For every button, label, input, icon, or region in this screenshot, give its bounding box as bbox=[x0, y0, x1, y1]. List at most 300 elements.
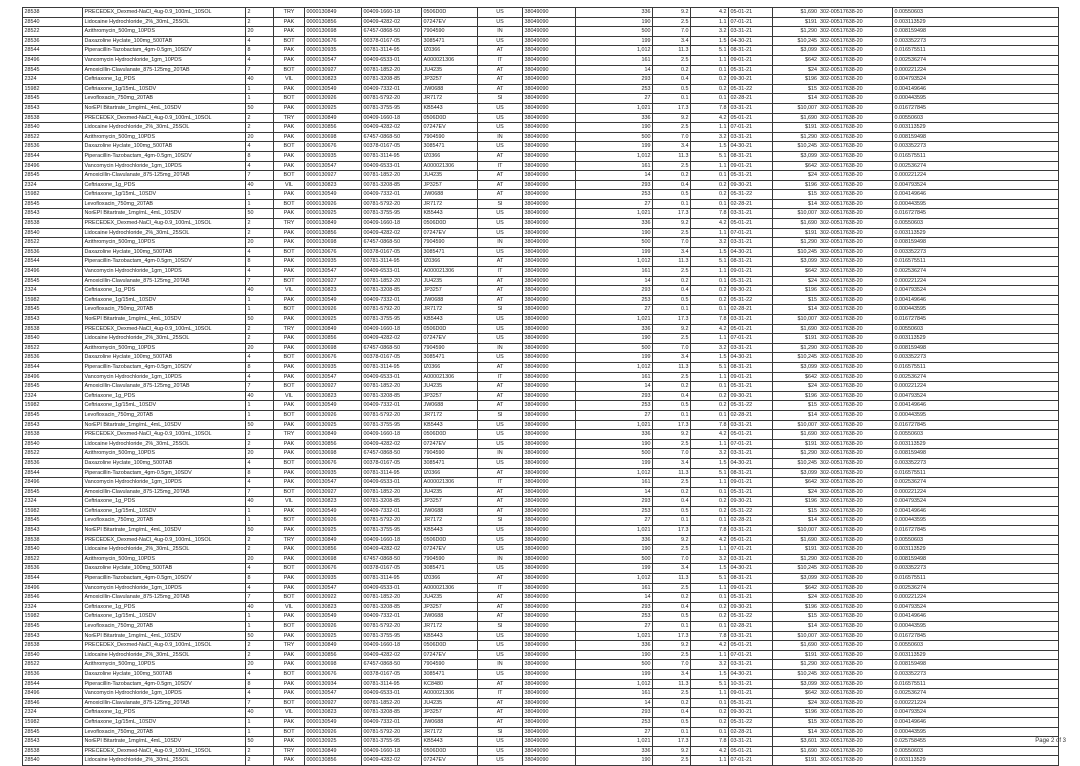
cell-unit: TRY bbox=[274, 430, 305, 440]
cell-tariff-code: 38049090 bbox=[523, 602, 576, 612]
cell-qty: 20 bbox=[246, 343, 274, 353]
cell-expiry-date: 09-30-21 bbox=[729, 391, 773, 401]
cell-unit: TRY bbox=[274, 535, 305, 545]
cell-ratio: 0.004149646 bbox=[893, 506, 1059, 516]
cell-weight: 190 bbox=[576, 123, 653, 133]
cell-item-id: 28543 bbox=[23, 209, 83, 219]
cell-expiry-date: 03-31-21 bbox=[729, 631, 773, 641]
cell-value-a: 7.0 bbox=[653, 27, 691, 37]
cell-price: $10,007 bbox=[773, 420, 819, 430]
table-row bbox=[23, 449, 1059, 459]
cell-weight: 190 bbox=[576, 545, 653, 555]
cell-order-number: 0000130935 bbox=[305, 362, 362, 372]
cell-unit: BOT bbox=[274, 171, 305, 181]
cell-reference-code: 302-00517638-20 bbox=[819, 151, 893, 161]
cell-ratio: 0.003113529 bbox=[893, 756, 1059, 766]
cell-tariff-code: 38049090 bbox=[523, 17, 576, 27]
cell-tariff-code: 38049090 bbox=[523, 708, 576, 718]
cell-expiry-date: 05-31-22 bbox=[729, 190, 773, 200]
cell-order-number: 0000130935 bbox=[305, 468, 362, 478]
page-number: Page 2 of 3 bbox=[1035, 738, 1066, 744]
cell-tariff-code: 38049090 bbox=[523, 698, 576, 708]
cell-country: US bbox=[478, 545, 523, 555]
cell-qty: 2 bbox=[246, 650, 274, 660]
cell-price: $14 bbox=[773, 199, 819, 209]
cell-country: US bbox=[478, 8, 523, 18]
cell-expiry-date: 05-31-22 bbox=[729, 612, 773, 622]
table-row bbox=[23, 247, 1059, 257]
cell-lot-number: JP3257 bbox=[422, 180, 478, 190]
cell-country: AT bbox=[478, 190, 523, 200]
cell-country: US bbox=[478, 113, 523, 123]
cell-weight: 500 bbox=[576, 27, 653, 37]
cell-ndc-code: 00781-3755-95 bbox=[362, 526, 422, 536]
cell-weight: 199 bbox=[576, 36, 653, 46]
cell-weight: 199 bbox=[576, 142, 653, 152]
cell-ndc-code: 00781-3208-85 bbox=[362, 602, 422, 612]
cell-item-id: 28538 bbox=[23, 641, 83, 651]
cell-lot-number: JU4235 bbox=[422, 382, 478, 392]
cell-unit: BOT bbox=[274, 669, 305, 679]
cell-description: Piperacillin-Tazobactam_4gm-0.5gm_10SDV bbox=[83, 151, 246, 161]
cell-reference-code: 302-00517638-20 bbox=[819, 631, 893, 641]
cell-order-number: 0000130927 bbox=[305, 65, 362, 75]
cell-order-number: 0000130698 bbox=[305, 343, 362, 353]
cell-description: Levofloxacin_750mg_20TAB bbox=[83, 305, 246, 315]
cell-ndc-code: 67457-0868-50 bbox=[362, 238, 422, 248]
cell-country: AT bbox=[478, 75, 523, 85]
cell-description: Daxazoline Hyclate_100mg_500TAB bbox=[83, 564, 246, 574]
cell-description: NorEPI Bitartrate_1mg/mL_4mL_10SDV bbox=[83, 420, 246, 430]
cell-lot-number: 0506D0D bbox=[422, 746, 478, 756]
cell-item-id: 28538 bbox=[23, 219, 83, 229]
cell-unit: PAK bbox=[274, 55, 305, 65]
cell-lot-number: IZ0366 bbox=[422, 468, 478, 478]
cell-value-b: 0.2 bbox=[691, 708, 729, 718]
cell-value-a: 0.5 bbox=[653, 295, 691, 305]
cell-ratio: 0.003113529 bbox=[893, 123, 1059, 133]
cell-expiry-date: 03-31-21 bbox=[729, 132, 773, 142]
cell-reference-code: 302-00517638-20 bbox=[819, 94, 893, 104]
cell-item-id: 28522 bbox=[23, 238, 83, 248]
cell-item-id: 28538 bbox=[23, 8, 83, 18]
cell-qty: 50 bbox=[246, 315, 274, 325]
cell-lot-number: 3085471 bbox=[422, 353, 478, 363]
cell-ndc-code: 00781-3114-95 bbox=[362, 679, 422, 689]
cell-description: Amoxicillin-Clavulanate_875-125mg_20TAB bbox=[83, 487, 246, 497]
cell-value-a: 0.4 bbox=[653, 602, 691, 612]
cell-ndc-code: 00781-5792-20 bbox=[362, 305, 422, 315]
cell-weight: 293 bbox=[576, 708, 653, 718]
cell-ndc-code: 00781-5792-20 bbox=[362, 516, 422, 526]
cell-reference-code: 302-00517638-20 bbox=[819, 458, 893, 468]
cell-price: $3,601 bbox=[773, 737, 819, 747]
cell-reference-code: 302-00517638-20 bbox=[819, 583, 893, 593]
cell-description: Amoxicillin-Clavulanate_875-125mg_20TAB bbox=[83, 171, 246, 181]
cell-value-b: 1.1 bbox=[691, 439, 729, 449]
cell-description: Lidocaine Hydrochloride_2%_30mL_25SOL bbox=[83, 228, 246, 238]
cell-order-number: 0000130926 bbox=[305, 199, 362, 209]
cell-ratio: 0.00550603 bbox=[893, 430, 1059, 440]
cell-weight: 14 bbox=[576, 698, 653, 708]
cell-reference-code: 302-00517638-20 bbox=[819, 478, 893, 488]
cell-order-number: 0000130549 bbox=[305, 84, 362, 94]
cell-price: $3,099 bbox=[773, 46, 819, 56]
cell-country: AT bbox=[478, 708, 523, 718]
cell-ratio: 0.000221224 bbox=[893, 382, 1059, 392]
cell-expiry-date: 05-31-22 bbox=[729, 506, 773, 516]
cell-expiry-date: 09-30-21 bbox=[729, 75, 773, 85]
cell-qty: 7 bbox=[246, 382, 274, 392]
cell-item-id: 28545 bbox=[23, 516, 83, 526]
cell-value-a: 17.3 bbox=[653, 526, 691, 536]
cell-qty: 2 bbox=[246, 334, 274, 344]
cell-reference-code: 302-00517638-20 bbox=[819, 420, 893, 430]
cell-item-id: 28543 bbox=[23, 737, 83, 747]
cell-country: AT bbox=[478, 487, 523, 497]
cell-ndc-code: 00409-6533-01 bbox=[362, 372, 422, 382]
cell-country: US bbox=[478, 17, 523, 27]
cell-price: $1,290 bbox=[773, 554, 819, 564]
cell-expiry-date: 05-31-21 bbox=[729, 593, 773, 603]
cell-country: AT bbox=[478, 257, 523, 267]
cell-description: Daxazoline Hyclate_100mg_500TAB bbox=[83, 353, 246, 363]
cell-country: US bbox=[478, 756, 523, 766]
cell-description: NorEPI Bitartrate_1mg/mL_4mL_10SDV bbox=[83, 209, 246, 219]
cell-description: Amoxicillin-Clavulanate_875-125mg_20TAB bbox=[83, 382, 246, 392]
cell-value-b: 0.1 bbox=[691, 199, 729, 209]
cell-price: $10,245 bbox=[773, 142, 819, 152]
cell-unit: BOT bbox=[274, 410, 305, 420]
cell-value-b: 1.1 bbox=[691, 372, 729, 382]
cell-value-b: 0.2 bbox=[691, 717, 729, 727]
cell-unit: BOT bbox=[274, 142, 305, 152]
cell-country: IT bbox=[478, 267, 523, 277]
cell-lot-number: 07247EV bbox=[422, 756, 478, 766]
cell-ndc-code: 00781-3208-85 bbox=[362, 391, 422, 401]
cell-lot-number: JW0688 bbox=[422, 612, 478, 622]
cell-unit: TRY bbox=[274, 219, 305, 229]
cell-qty: 4 bbox=[246, 353, 274, 363]
table-row bbox=[23, 717, 1059, 727]
cell-price: $191 bbox=[773, 334, 819, 344]
cell-value-b: 3.2 bbox=[691, 238, 729, 248]
cell-order-number: 0000130856 bbox=[305, 650, 362, 660]
cell-order-number: 0000130849 bbox=[305, 535, 362, 545]
cell-weight: 336 bbox=[576, 113, 653, 123]
cell-reference-code: 302-00517638-20 bbox=[819, 401, 893, 411]
cell-value-b: 5.1 bbox=[691, 362, 729, 372]
cell-order-number: 0000130926 bbox=[305, 94, 362, 104]
cell-qty: 4 bbox=[246, 247, 274, 257]
cell-expiry-date: 04-30-21 bbox=[729, 564, 773, 574]
table-row bbox=[23, 113, 1059, 123]
cell-ndc-code: 00781-1852-20 bbox=[362, 65, 422, 75]
cell-description: Amoxicillin-Clavulanate_875-125mg_20TAB bbox=[83, 65, 246, 75]
cell-weight: 190 bbox=[576, 439, 653, 449]
table-row bbox=[23, 756, 1059, 766]
cell-order-number: 0000130925 bbox=[305, 315, 362, 325]
cell-value-b: 0.2 bbox=[691, 401, 729, 411]
table-row bbox=[23, 334, 1059, 344]
cell-country: US bbox=[478, 631, 523, 641]
cell-reference-code: 302-00517638-20 bbox=[819, 8, 893, 18]
cell-tariff-code: 38049090 bbox=[523, 247, 576, 257]
cell-weight: 336 bbox=[576, 746, 653, 756]
cell-ndc-code: 00409-1660-18 bbox=[362, 535, 422, 545]
cell-price: $191 bbox=[773, 545, 819, 555]
cell-reference-code: 302-00517638-20 bbox=[819, 219, 893, 229]
cell-item-id: 28536 bbox=[23, 669, 83, 679]
cell-ratio: 0.004793524 bbox=[893, 286, 1059, 296]
cell-ratio: 0.004793524 bbox=[893, 602, 1059, 612]
cell-value-a: 7.0 bbox=[653, 554, 691, 564]
cell-tariff-code: 38049090 bbox=[523, 353, 576, 363]
cell-description: Amoxicillin-Clavulanate_875-125mg_20TAB bbox=[83, 593, 246, 603]
cell-reference-code: 302-00517638-20 bbox=[819, 545, 893, 555]
cell-unit: PAK bbox=[274, 362, 305, 372]
cell-tariff-code: 38049090 bbox=[523, 526, 576, 536]
cell-price: $10,245 bbox=[773, 458, 819, 468]
cell-unit: PAK bbox=[274, 650, 305, 660]
cell-tariff-code: 38049090 bbox=[523, 545, 576, 555]
cell-expiry-date: 03-31-21 bbox=[729, 238, 773, 248]
cell-order-number: 0000130926 bbox=[305, 622, 362, 632]
table-row bbox=[23, 190, 1059, 200]
cell-description: Amoxicillin-Clavulanate_875-125mg_20TAB bbox=[83, 276, 246, 286]
cell-country: US bbox=[478, 641, 523, 651]
table-row bbox=[23, 708, 1059, 718]
cell-order-number: 0000130549 bbox=[305, 717, 362, 727]
cell-lot-number: KC8480 bbox=[422, 679, 478, 689]
cell-value-b: 1.1 bbox=[691, 689, 729, 699]
cell-ratio: 0.00550603 bbox=[893, 8, 1059, 18]
table-row bbox=[23, 593, 1059, 603]
cell-country: AT bbox=[478, 382, 523, 392]
cell-item-id: 15982 bbox=[23, 717, 83, 727]
table-row bbox=[23, 46, 1059, 56]
cell-order-number: 0000130856 bbox=[305, 228, 362, 238]
cell-price: $1,690 bbox=[773, 641, 819, 651]
cell-unit: PAK bbox=[274, 660, 305, 670]
cell-lot-number: KB5443 bbox=[422, 737, 478, 747]
cell-lot-number: 07247EV bbox=[422, 650, 478, 660]
cell-ndc-code: 00781-3208-85 bbox=[362, 708, 422, 718]
cell-lot-number: 0506D0D bbox=[422, 430, 478, 440]
cell-tariff-code: 38049090 bbox=[523, 334, 576, 344]
cell-item-id: 28536 bbox=[23, 142, 83, 152]
cell-description: Daxazoline Hyclate_100mg_500TAB bbox=[83, 247, 246, 257]
cell-tariff-code: 38049090 bbox=[523, 554, 576, 564]
cell-order-number: 0000130935 bbox=[305, 257, 362, 267]
cell-expiry-date: 02-28-21 bbox=[729, 94, 773, 104]
cell-value-b: 4.2 bbox=[691, 535, 729, 545]
cell-tariff-code: 38049090 bbox=[523, 295, 576, 305]
cell-lot-number: 7904590 bbox=[422, 132, 478, 142]
cell-description: Ceftriaxone_1g_PDS bbox=[83, 180, 246, 190]
table-row bbox=[23, 8, 1059, 18]
cell-ndc-code: 00409-1660-18 bbox=[362, 219, 422, 229]
cell-tariff-code: 38049090 bbox=[523, 142, 576, 152]
cell-value-a: 0.5 bbox=[653, 190, 691, 200]
cell-value-b: 4.2 bbox=[691, 219, 729, 229]
cell-ratio: 0.016575511 bbox=[893, 151, 1059, 161]
cell-value-a: 9.2 bbox=[653, 746, 691, 756]
cell-qty: 4 bbox=[246, 55, 274, 65]
cell-description: Lidocaine Hydrochloride_2%_30mL_25SOL bbox=[83, 439, 246, 449]
table-row bbox=[23, 238, 1059, 248]
cell-qty: 1 bbox=[246, 612, 274, 622]
cell-ratio: 0.016727845 bbox=[893, 526, 1059, 536]
cell-ndc-code: 67457-0868-50 bbox=[362, 27, 422, 37]
cell-qty: 40 bbox=[246, 497, 274, 507]
cell-value-b: 3.2 bbox=[691, 343, 729, 353]
cell-value-a: 2.5 bbox=[653, 478, 691, 488]
cell-order-number: 0000130856 bbox=[305, 439, 362, 449]
cell-qty: 1 bbox=[246, 506, 274, 516]
cell-country: US bbox=[478, 324, 523, 334]
cell-price: $10,007 bbox=[773, 315, 819, 325]
cell-weight: 500 bbox=[576, 449, 653, 459]
table-row bbox=[23, 612, 1059, 622]
cell-qty: 4 bbox=[246, 36, 274, 46]
cell-unit: PAK bbox=[274, 151, 305, 161]
cell-qty: 20 bbox=[246, 132, 274, 142]
cell-weight: 14 bbox=[576, 593, 653, 603]
cell-item-id: 28545 bbox=[23, 171, 83, 181]
cell-value-a: 2.5 bbox=[653, 756, 691, 766]
cell-ratio: 0.008159498 bbox=[893, 27, 1059, 37]
cell-tariff-code: 38049090 bbox=[523, 36, 576, 46]
cell-weight: 161 bbox=[576, 583, 653, 593]
cell-country: SI bbox=[478, 727, 523, 737]
cell-order-number: 0000130547 bbox=[305, 583, 362, 593]
cell-order-number: 0000130849 bbox=[305, 746, 362, 756]
cell-item-id: 28545 bbox=[23, 382, 83, 392]
cell-unit: PAK bbox=[274, 267, 305, 277]
cell-description: Vancomycin Hydrochloride_1gm_10PDS bbox=[83, 372, 246, 382]
cell-weight: 500 bbox=[576, 660, 653, 670]
cell-weight: 27 bbox=[576, 516, 653, 526]
cell-tariff-code: 38049090 bbox=[523, 315, 576, 325]
cell-value-b: 3.2 bbox=[691, 660, 729, 670]
cell-unit: BOT bbox=[274, 458, 305, 468]
cell-unit: BOT bbox=[274, 622, 305, 632]
cell-qty: 7 bbox=[246, 487, 274, 497]
cell-value-a: 0.2 bbox=[653, 487, 691, 497]
cell-country: SI bbox=[478, 622, 523, 632]
cell-country: US bbox=[478, 564, 523, 574]
cell-qty: 8 bbox=[246, 679, 274, 689]
cell-country: AT bbox=[478, 286, 523, 296]
cell-description: Vancomycin Hydrochloride_1gm_10PDS bbox=[83, 55, 246, 65]
cell-ratio: 0.004793524 bbox=[893, 497, 1059, 507]
cell-weight: 14 bbox=[576, 276, 653, 286]
cell-price: $15 bbox=[773, 295, 819, 305]
cell-weight: 14 bbox=[576, 171, 653, 181]
cell-price: $24 bbox=[773, 171, 819, 181]
cell-order-number: 0000130823 bbox=[305, 602, 362, 612]
cell-qty: 2 bbox=[246, 430, 274, 440]
cell-reference-code: 302-00517638-20 bbox=[819, 737, 893, 747]
cell-qty: 1 bbox=[246, 727, 274, 737]
cell-ratio: 0.016727845 bbox=[893, 315, 1059, 325]
cell-unit: PAK bbox=[274, 689, 305, 699]
cell-description: NorEPI Bitartrate_1mg/mL_4mL_10SDV bbox=[83, 631, 246, 641]
cell-tariff-code: 38049090 bbox=[523, 257, 576, 267]
cell-value-b: 7.8 bbox=[691, 103, 729, 113]
cell-expiry-date: 05-01-21 bbox=[729, 113, 773, 123]
cell-lot-number: JU4235 bbox=[422, 65, 478, 75]
cell-value-b: 1.1 bbox=[691, 545, 729, 555]
cell-ndc-code: 00409-4282-02 bbox=[362, 17, 422, 27]
cell-unit: VIL bbox=[274, 708, 305, 718]
cell-ndc-code: 00781-3114-95 bbox=[362, 151, 422, 161]
cell-description: Ceftriaxone_1g_PDS bbox=[83, 391, 246, 401]
cell-value-b: 1.5 bbox=[691, 458, 729, 468]
cell-unit: BOT bbox=[274, 727, 305, 737]
cell-country: IN bbox=[478, 238, 523, 248]
cell-ratio: 0.003113529 bbox=[893, 228, 1059, 238]
cell-tariff-code: 38049090 bbox=[523, 8, 576, 18]
cell-item-id: 2324 bbox=[23, 602, 83, 612]
cell-country: US bbox=[478, 219, 523, 229]
cell-price: $642 bbox=[773, 689, 819, 699]
cell-description: Lidocaine Hydrochloride_2%_30mL_25SOL bbox=[83, 545, 246, 555]
cell-reference-code: 302-00517638-20 bbox=[819, 324, 893, 334]
cell-reference-code: 302-00517638-20 bbox=[819, 132, 893, 142]
cell-lot-number: JP3257 bbox=[422, 75, 478, 85]
cell-country: AT bbox=[478, 698, 523, 708]
cell-weight: 336 bbox=[576, 219, 653, 229]
cell-unit: TRY bbox=[274, 113, 305, 123]
cell-tariff-code: 38049090 bbox=[523, 199, 576, 209]
cell-unit: BOT bbox=[274, 516, 305, 526]
table-row bbox=[23, 75, 1059, 85]
cell-ndc-code: 00409-6533-01 bbox=[362, 161, 422, 171]
cell-reference-code: 302-00517638-20 bbox=[819, 353, 893, 363]
cell-qty: 8 bbox=[246, 362, 274, 372]
cell-ndc-code: 00781-3114-95 bbox=[362, 257, 422, 267]
cell-expiry-date: 05-31-21 bbox=[729, 276, 773, 286]
table-row bbox=[23, 622, 1059, 632]
cell-country: IT bbox=[478, 161, 523, 171]
cell-value-a: 3.4 bbox=[653, 564, 691, 574]
cell-order-number: 0000130922 bbox=[305, 593, 362, 603]
cell-value-b: 0.1 bbox=[691, 305, 729, 315]
cell-country: US bbox=[478, 535, 523, 545]
cell-price: $1,290 bbox=[773, 660, 819, 670]
cell-country: IN bbox=[478, 27, 523, 37]
cell-country: US bbox=[478, 746, 523, 756]
cell-lot-number: 3085471 bbox=[422, 669, 478, 679]
cell-reference-code: 302-00517638-20 bbox=[819, 468, 893, 478]
cell-country: US bbox=[478, 334, 523, 344]
cell-value-a: 11.3 bbox=[653, 679, 691, 689]
cell-unit: BOT bbox=[274, 247, 305, 257]
cell-lot-number: 7904590 bbox=[422, 660, 478, 670]
cell-price: $3,099 bbox=[773, 468, 819, 478]
cell-tariff-code: 38049090 bbox=[523, 497, 576, 507]
cell-country: AT bbox=[478, 401, 523, 411]
cell-description: Daxazoline Hyclate_100mg_500TAB bbox=[83, 669, 246, 679]
cell-weight: 27 bbox=[576, 622, 653, 632]
cell-ratio: 0.025758455 bbox=[893, 737, 1059, 747]
cell-weight: 500 bbox=[576, 238, 653, 248]
cell-order-number: 0000130849 bbox=[305, 324, 362, 334]
cell-lot-number: JW0688 bbox=[422, 717, 478, 727]
cell-country: AT bbox=[478, 506, 523, 516]
